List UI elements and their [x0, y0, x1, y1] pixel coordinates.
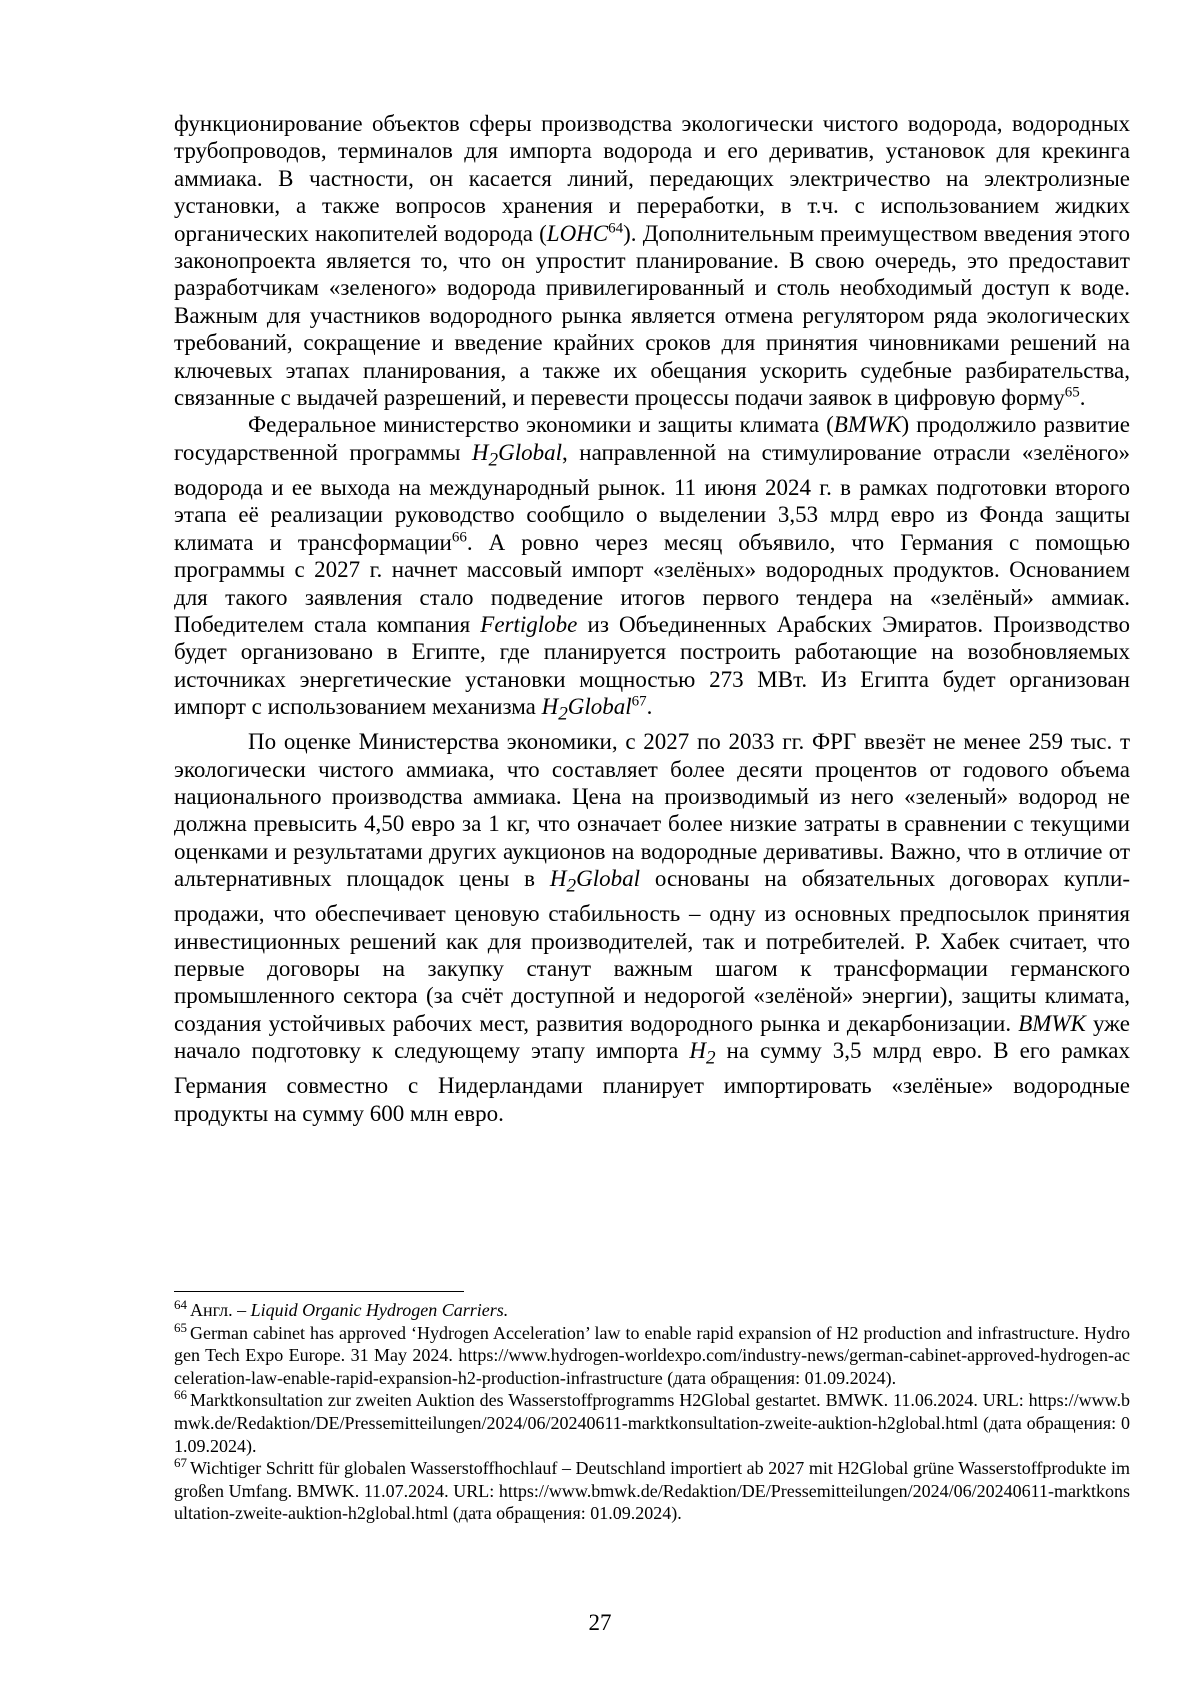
text-run: из Объединенных Арабских Эмиратов. Производство будет организовано в Египте, где планируется построить работающие на возобновляемых источниках энергетические установки мощностью 273 МВт. Из Египта будет организован импорт с использованием механизма: [174, 611, 1131, 720]
text-run: основаны на обязательных договорах купли-продажи, что обеспечивает ценовую стабильность – одну из основных предпосылок принятия инвестиционных решений как для производителей, так и потребителей. Р. Хабек считает, что первые договоры на закупку станут важным шагом к трансформации германского промышленного сектора (за счёт доступной и недорогой «зелёной» энергии), защиты климата, создания устойчивых рабочих мест, развития водородного рынка и декарбонизации.: [174, 866, 1130, 1036]
footnote-term: Liquid Organic Hydrogen Carriers.: [250, 1300, 509, 1320]
text-run: уже начало подготовку к следующему этапу импорта: [174, 1010, 1130, 1064]
footnote-64: [174, 1299, 1130, 1322]
term-fertiglobe: Fertiglobe: [480, 611, 578, 637]
paragraph-3: [174, 728, 1130, 1127]
footnote-number: 67: [174, 1455, 187, 1471]
text-run: . А ровно через месяц объявило, что Германия с помощью программы с 2027 г. начнет массовый импорт «зелёных» водородных продуктов. Основанием для такого заявления стало подведение итогов первого тендера на «зелёный» аммиак. Победителем стала компания: [174, 529, 1130, 637]
text-run: , направленной на стимулирование отрасли «зелёного» водорода и ее выхода на международный рынок. 11 июня 2024 г. в рамках подготовки второго этапа её реализации руководство сообщило о выделении 3,53 млрд евро из Фонда защиты климата и трансформации: [174, 439, 1130, 555]
footnote-65: [174, 1319, 1130, 1390]
footnotes: [174, 1299, 1130, 1525]
term-lohc: LOHC: [546, 220, 609, 246]
footnote-text[interactable]: Wichtiger Schritt für globalen Wasserstoffhochlauf – Deutschland importiert ab 2027 mit H2Global grüne Wasserstoffprodukte im großen Umfang. BMWK. 11.07.2024. URL: https://www.bmwk.de/Redaktion/DE/Pressemitteilungen/2024/06/20240611-marktkonsultation-zweite-auktion-h2global.html (дата обращения: 01.09.2024).: [174, 1458, 1130, 1524]
footnote-66: [174, 1389, 1130, 1457]
footnote-number: 65: [174, 1319, 187, 1335]
footnote-text[interactable]: German cabinet has approved ‘Hydrogen Acceleration’ law to enable rapid expansion of H2 production and infrastructure. Hydrogen Tech Expo Europe. 31 May 2024. https://www.hydrogen-worldexpo.com/industry-news/german-cabinet-approved-hydrogen-acceleration-law-enable-rapid-expansion-h2-production-infrastructure (дата обращения: 01.09.2024).: [174, 1322, 1130, 1388]
text-run: По оценке Министерства экономики, с 2027 по 2033 гг. ФРГ ввезёт не менее 259 тыс. т экологически чистого аммиака, что составляет более десяти процентов от годового объема национального производства аммиака. Цена на производимый из него «зеленый» водород не должна превысить 4,50 евро за 1 кг, что означает более низкие затраты в сравнении с текущими оценками и результатами других аукционов на водородные деривативы. Важно, что в отличие от альтернативных площадок цены в: [174, 729, 1130, 892]
text-run: функционирование объектов сферы производства экологически чистого водорода, водородных трубопроводов, терминалов для импорта водорода и его дериватив, установок для крекинга аммиака. В частности, он касается линий, передающих электричество на электролизные установки, а также вопросов хранения и переработки, в т.ч. с использованием жидких органических накопителей водорода (: [174, 111, 1130, 246]
text-run: на сумму 3,5 млрд евро. В его рамках Германия совместно с Нидерландами планирует импортировать «зелёные» водородные продукты на сумму 600 млн евро.: [174, 1038, 1130, 1126]
footnote-number: 66: [174, 1387, 187, 1403]
footnote-ref-64[interactable]: 64: [608, 219, 624, 236]
text-run: .: [1079, 385, 1086, 411]
paragraph-2: [174, 411, 1130, 728]
footnote-ref-65[interactable]: 65: [1064, 384, 1080, 401]
footnote-ref-66[interactable]: 66: [451, 529, 467, 546]
term-bmwk: BMWK: [1018, 1010, 1086, 1036]
text-run: ). Дополнительным преимуществом введения этого законопроекта является то, что он упростит планирование. В свою очередь, это предоставит разработчикам «зеленого» водорода привилегированный и столь необходимый доступ к воде. Важным для участников водородного рынка является отмена регулятором ряда экологических требований, сокращение и введение крайних сроков для принятия чиновниками решений на ключевых этапах планирования, а также их обещания ускорить судебные разбирательства, связанные с выдачей разрешений, и перевести процессы подачи заявок в цифровую форму: [174, 220, 1130, 411]
text-run: Федеральное министерство экономики и защиты климата (: [248, 412, 834, 438]
page-number: 27: [588, 1610, 612, 1635]
main-text: [174, 110, 1130, 1127]
footnote-67: [174, 1457, 1130, 1525]
text-run: .: [646, 694, 653, 720]
paragraph-1: [174, 110, 1130, 411]
text-run: ) продолжило развитие государственной программы: [174, 412, 1130, 465]
term-h2global: $H_2Global$: [541, 694, 632, 725]
footnote-text[interactable]: Marktkonsultation zur zweiten Auktion des Wasserstoffprogramms H2Global gestartet. BMWK. 11.06.2024. URL: https://www.bmwk.de/Redaktion/DE/Pressemitteilungen/2024/06/20240611-marktkonsultation-zweite-auktion-h2global.html (дата обращения: 01.09.2024).: [174, 1390, 1130, 1456]
footnote-ref-67[interactable]: 67: [631, 693, 647, 710]
term-bmwk: BMWK: [833, 412, 902, 438]
term-h2global: $H_2Global$: [549, 866, 640, 897]
term-h2global: $H_2Global$: [471, 439, 563, 471]
footnote-separator: [174, 1291, 464, 1292]
term-h2: $H_2$: [689, 1038, 716, 1069]
footnote-number: 64: [174, 1297, 187, 1312]
footnote-text: Англ. –: [190, 1300, 251, 1320]
